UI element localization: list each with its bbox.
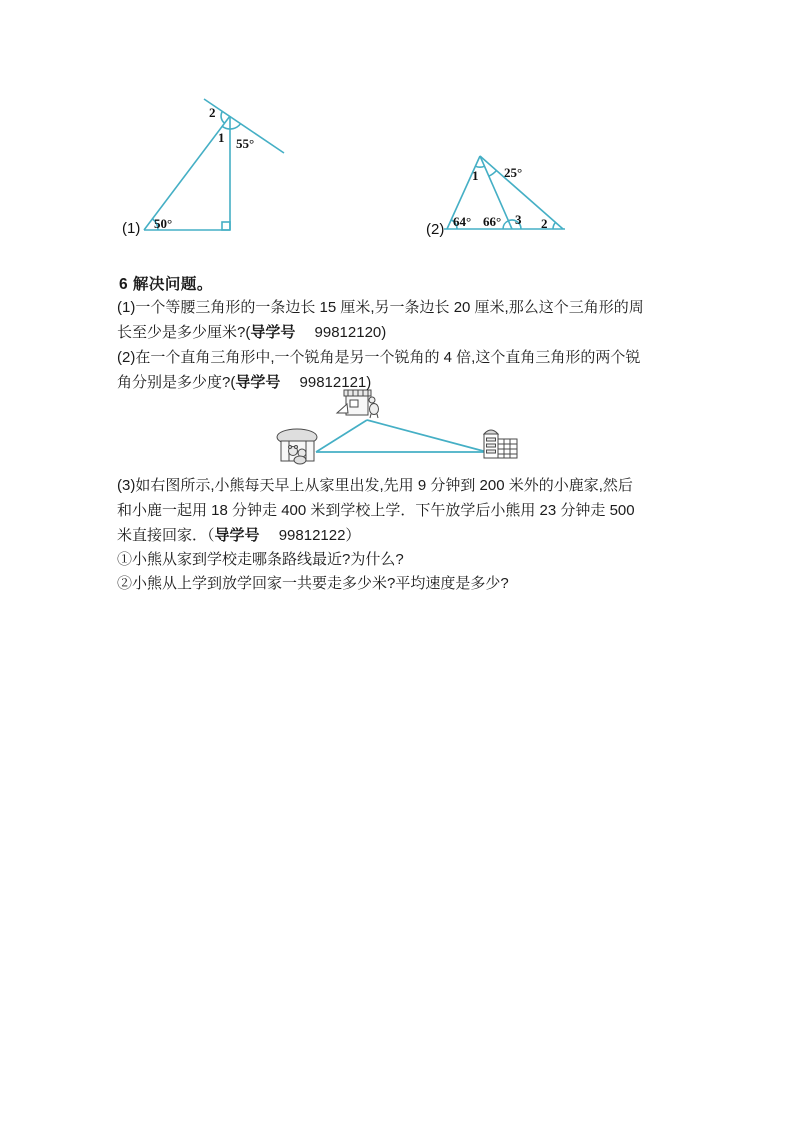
figure2-angle2-label: 2 — [541, 216, 548, 231]
figure2-arc-25 — [489, 170, 497, 176]
route-home-to-deer — [316, 420, 367, 452]
problem-3-line-1: (3)如右图所示,小熊每天早上从家里出发,先用 9 分钟到 200 米外的小鹿家,然后 — [117, 477, 633, 494]
figure1-triangle-diagram — [115, 90, 295, 240]
problem-1-line-1: (1)一个等腰三角形的一条边长 15 厘米,另一条边长 20 厘米,那么这个三角形的周 — [117, 299, 644, 316]
figure2-arc-66 — [503, 221, 508, 229]
problem-3-line-2: 和小鹿一起用 18 分钟走 400 米到学校上学．下午放学后小熊用 23 分钟走 500 — [117, 502, 635, 519]
problem-3-subquestion-1: ①小熊从家到学校走哪条路线最近?为什么? — [117, 551, 404, 568]
daoxuehao-label: 导学号 — [214, 527, 260, 544]
daoxuehao-label: 导学号 — [235, 374, 281, 391]
problem-3-line-3: 米直接回家．（导学号 99812122） — [117, 527, 361, 544]
figure1-angle2-label: 2 — [209, 105, 216, 120]
daoxuehao-label: 导学号 — [250, 324, 296, 341]
figure2-angle3-label: 3 — [515, 212, 522, 227]
figure1-angle1-label: 1 — [218, 130, 225, 145]
problem-3-subquestion-2: ②小熊从上学到放学回家一共要走多少米?平均速度是多少? — [117, 575, 509, 592]
problem-2-line-1: (2)在一个直角三角形中,一个锐角是另一个锐角的 4 倍,这个直角三角形的两个锐 — [117, 349, 641, 366]
figure1-angle55-label: 55° — [236, 136, 255, 151]
figure1-right-angle-marker — [222, 222, 230, 230]
figure2-angle66-label: 66° — [483, 214, 502, 229]
problem-2-line-2: 角分别是多少度?(导学号 99812121) — [117, 374, 372, 391]
figure2-number-label: (2) — [426, 221, 445, 238]
section-heading: 6 解决问题。 — [119, 276, 213, 293]
figure2-angle1-label: 1 — [472, 168, 479, 183]
problem-2-text — [117, 345, 640, 395]
figure2-triangle-diagram — [424, 142, 576, 240]
figure1-angle50-label: 50° — [154, 216, 173, 231]
figure2-angle64-label: 64° — [453, 214, 472, 229]
figure2-angle25-label: 25° — [504, 165, 523, 180]
figure2-arc-angle2 — [553, 222, 556, 229]
problem-1-text — [117, 295, 644, 345]
figure1-arc-angle1-55 — [222, 123, 241, 129]
problem3-route-map — [270, 384, 532, 470]
figure1-number-label: (1) — [122, 220, 141, 237]
school-icon — [484, 430, 517, 458]
problem-1-line-2: 长至少是多少厘米?(导学号 99812120) — [117, 324, 387, 341]
problem-3-text — [117, 473, 635, 548]
route-deer-to-school — [367, 420, 487, 452]
bear-home-icon — [277, 429, 317, 464]
